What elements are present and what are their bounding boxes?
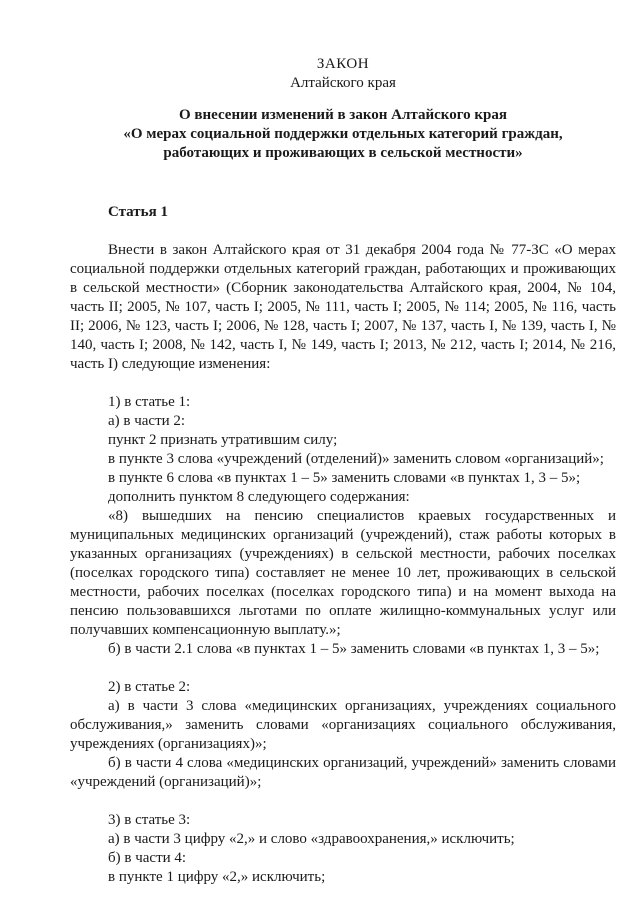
law-subject bbox=[70, 106, 616, 163]
item-1a-point-3: в пункте 3 слова «учреждений (отделений)» заменить словом «организаций»; bbox=[108, 451, 604, 467]
item-2: 2) в статье 2: bbox=[108, 679, 191, 695]
item-3b-point-1: в пункте 1 цифру «2,» исключить; bbox=[108, 869, 326, 885]
item-3b: б) в части 4: bbox=[108, 850, 187, 866]
item-1: 1) в статье 1: bbox=[108, 394, 191, 410]
law-title: ЗАКОН bbox=[316, 56, 370, 72]
subject-line-1: О внесении изменений в закон Алтайского края bbox=[178, 107, 508, 123]
item-1a-point-8-text: «8) вышедших на пенсию специалистов краевых государственных и муниципальных медицинских организаций (учреждений), стаж работы которых в указанных организациях (учреждениях) в сельской местности, рабочих поселках (поселках городского типа) составляет не менее 10 лет, проживающих в сельской местности, рабочих поселках (поселках городского типа) и на момент выхода на пенсию пользовавшихся льготами по оплате жилищно-коммунальных услуг или получавших компенсационную выплату.»; bbox=[70, 508, 616, 638]
item-2b: б) в части 4 слова «медицинских организаций, учреждений» заменить словами «учреждений (организаций)»; bbox=[70, 755, 616, 790]
item-1a-point-6: в пункте 6 слова «в пунктах 1 – 5» заменить словами «в пунктах 1, 3 – 5»; bbox=[108, 470, 581, 486]
document-header bbox=[70, 55, 616, 93]
spacer bbox=[70, 374, 616, 393]
spacer bbox=[70, 792, 616, 811]
item-3a: а) в части 3 цифру «2,» и слово «здравоохранения,» исключить; bbox=[108, 831, 515, 847]
subject-line-2: «О мерах социальной поддержки отдельных категорий граждан, bbox=[123, 126, 563, 142]
item-3: 3) в статье 3: bbox=[108, 812, 191, 828]
item-1a: а) в части 2: bbox=[108, 413, 186, 429]
law-region: Алтайского края bbox=[290, 75, 396, 91]
item-1a-point-2: пункт 2 признать утратившим силу; bbox=[108, 432, 338, 448]
item-1b: б) в части 2.1 слова «в пунктах 1 – 5» заменить словами «в пунктах 1, 3 – 5»; bbox=[108, 641, 600, 657]
spacer bbox=[70, 659, 616, 678]
intro-paragraph: Внести в закон Алтайского края от 31 декабря 2004 года № 77-ЗС «О мерах социальной поддержки отдельных категорий граждан, работающих и проживающих в сельской местности» (Сборник законодательства Алтайского края, 2004, № 104, часть II; 2005, № 107, часть I; 2005, № 111, часть I; 2005, № 114; 2005, № 116, часть II; 2006, № 123, часть I; 2006, № 128, часть I; 2007, № 137, часть I, № 139, часть I, № 140, часть I; 2008, № 142, часть I, № 149, часть I; 2013, № 212, часть I; 2014, № 216, часть I) следующие изменения: bbox=[70, 242, 616, 372]
article-heading: Статья 1 bbox=[108, 204, 168, 220]
subject-line-3: работающих и проживающих в сельской местности» bbox=[163, 145, 523, 161]
item-1a-add-point-8: дополнить пунктом 8 следующего содержания: bbox=[108, 489, 410, 505]
item-2a: а) в части 3 слова «медицинских организациях, учреждениях социального обслуживания,» заменить словами «организациях социального обслуживания, учреждениях (организациях)»; bbox=[70, 698, 616, 752]
